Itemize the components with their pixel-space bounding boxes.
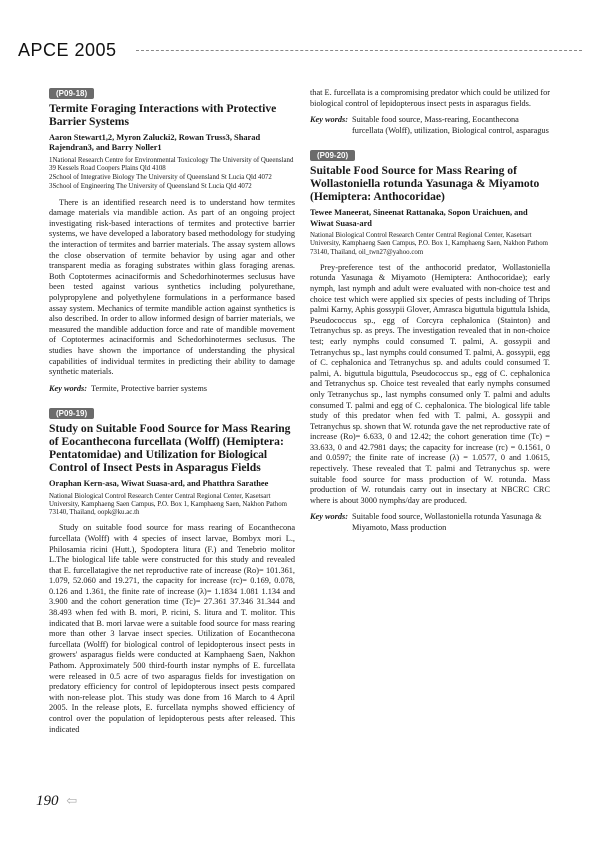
paper-code-badge: (P09-18) [49,88,94,99]
affiliation: 2School of Integrative Biology The University of Queensland St Lucia Qld 4072 [49,174,272,182]
keywords [49,384,295,395]
abstract-text: Prey-preference test of the anthocorid predator, Wollastoniella rotunda Yasunaga & Miyamoto (Hemiptera: Anthocoridae); early nymph, last nymph and adult were evaluated with non-choice test and choice test which were applied six species of pests including of Thrips palmi Karny, Aphis gossypii Glover, Amrasca biguttula biguttula Ishida, Pseudococcus sp., egg of Corcyra cephalonica (Stainton) and Tetranychus sp. as preys. The investigation revealed that in non-choice test; early nymphs could consumed T. palmi, A. gossypii and Tetranychus sp., last nymphs could consumed T. palmi, A. gossypii, egg of C. cephalonica and Tetranychus sp. and adults could consumed T. palmi, A. biguttula biguttula, Pseudococcus sp., egg of C. cephalonica and Tetranychus sp. Choice test revealed that early nymphs consumed only Tetranychus sp., last nymphs consumed only T. palmi and adults consumed T. palmi and egg of C. cephalonica. The biological life table study of this predator when fed with T. palmi, A. gossypii and Tetranychus sp. shown that W. rotunda gave the net reproductive rate of increase (Ro)= 6.633, 0 and 12.42; the cohort generation time (Tc) = 33.633, 0 and 42.7981 days; the capacity for increase (rc) = 0.1561, 0 and 0.0597; the finite rate of increase (λ) = 1.0577, 0 and 1.0615, repectively. These revealed that T. palmi and Tetranychus sp. were suitable food source for mass production of W. rotunda. Mass production of W. rotundais carry out in insectary at NBCRC CRC where is about 3000 nymphs/day are produced. [310,262,550,505]
keywords-label: Key words: [49,383,88,393]
abstract-p09-19 [49,408,295,735]
paper-code-badge: (P09-19) [49,408,94,419]
paper-title: Study on Suitable Food Source for Mass Rearing of Eocanthecona furcellata (Wolff) (Hemiptera: Pentatomidae) and Utilization for Biological Control of Insect Pests in Asparagus Fields [49,422,291,475]
right-column [310,88,550,534]
header-divider [136,50,582,51]
left-arrow-icon: ⇦ [66,793,78,808]
abstract-text: There is an identified research need is to understand how termites damage materials via mandible action. As part of an ongoing project investigating risk-based interactions of termites and protective barrier systems, we have developed a laboratory based methodology for studying the interaction of termites and barrier materials. The assay system allows the close observation of termite behavior by using agar and other transparent media as foraging substrates within glass foraging arenas. Both Coptotermes acinaciformis and Schedorhinotermes seclusus have been tested against various synthetics including polyurethane, polypropylene and polyethylene formulations in a performance based assay system. Mechanics of termite mandible action against synthetics is also described. In order to allow informed design of barrier materials, we measured the mandible adduction force and rate of mandible movement of Coptotermes acinaciformis and Schedorhinotermes seclusus. The studies have shown the importance of understanding the physical capabilities of individual termites in predicting their ability to damage synthetic materials. [49,197,295,377]
paper-title: Suitable Food Source for Mass Rearing of Wollastoniella rotunda Yasunaga & Miyamoto (Hemiptera: Anthocoridae) [310,164,540,204]
keywords-label: Key words: [310,512,349,522]
abstract-p09-18 [49,88,295,394]
page-header [18,40,582,62]
keywords [310,115,550,136]
keywords-text: Suitable food source, Mass-rearing, Eocanthecona furcellata (Wolff), utilization, Biological control, asparagus [352,115,549,135]
paper-title: Termite Foraging Interactions with Protective Barrier Systems [49,102,277,128]
affiliation: 1National Research Centre for Environmental Toxicology The University of Queensland 39 Kessels Road Coopers Plains Qld 4108 [49,156,294,173]
keywords-label: Key words: [310,115,349,125]
left-column [49,88,295,739]
abstract-p09-20 [310,150,550,533]
keywords [310,512,550,533]
affiliation: National Biological Control Research Center Central Regional Center, Kasetsart University, Kamphaeng Saen Campus, P.O. Box 1, Kamphaeng Saen, Nakhon Pathom 73140, Thailand, oopk@ku.ac.th [49,492,288,517]
affiliation: National Biological Control Research Center Central Regional Center, Kasetsart University, Kamphaeng Saen Campus, P.O. Box 1, Kamphaeng Saen, Nakhon Pathom 73140, Thailand, oil_twn27@yahoo.com [310,232,549,256]
keywords-text: Suitable food source, Wollastoniella rotunda Yasunaga & Miyamoto, Mass production [352,512,542,533]
page-footer [36,793,77,810]
paper-authors: Tewee Maneerat, Sineenat Rattanaka, Sopon Uraichuen, and Wiwat Suasa-ard [310,208,528,228]
paper-authors: Aaron Stewart1,2, Myron Zalucki2, Rowan Truss3, Sharad Rajendran3, and Barry Noller1 [49,133,261,153]
conference-title: APCE 2005 [18,40,117,60]
abstract-text: Study on suitable food source for mass rearing of Eocanthecona furcellata (Wolff) with 4 species of insect larvae, Bombyx mori L., Philosamia ricini (Hutt.), Spodoptera litura (F.) and Tenebrio molitor L.The biological life table were constructed for this study and revealed that E. furcellatagive the net reproductive rate of increase (Ro)= 101.361, 1.079, 52.060 and 19.271, the capacity for increase (rc)= 0.169, 0.078, 0.126 and 1.361, the finite rate of increase (λ)= 1.1834 1.081 1.134 and 3.900 and the cohort generation time (Tc)= 27.361 37.346 31.344 and 38.493 when fed with B. mori, P. ricini, S. litura and T. molitor. This indicated that B. mori larvae were a suitable food source for mass rearing more than other 3 larvae insect species. Utilization of Eocanthecona furcellata (Wolff) for biological control of lepidopterous insect pests in growers' asparagus fields were conducted at Kamphaeng Saen, Nakhon Pathom. Approximately 500 third-fourth instar nymphs of E. furcellata were released in 0.5 acre of two asparagus fields for investigation on predatory efficiency for control of lepidopterous insect pests compared with non-release plot. This study was done from 16 March to 4 April 2005. In the release plots, E. furcellata nymphs showed efficiency of control over the population of lepidopterous pests after released. This indicated [49,523,295,734]
affiliation: 3School of Engineering The University of Queensland St Lucia Qld 4072 [49,183,252,191]
page-number: 190 [36,793,59,809]
abstract-continuation: that E. furcellata is a compromising predator which could be utilized for biological control of lepidopterous insect pests in asparagus fields. [310,88,550,108]
paper-code-badge: (P09-20) [310,150,355,161]
paper-authors: Oraphan Kern-asa, Wiwat Suasa-ard, and Phatthra Sarathee [49,479,269,489]
keywords-text: Termite, Protective barrier systems [91,383,208,393]
